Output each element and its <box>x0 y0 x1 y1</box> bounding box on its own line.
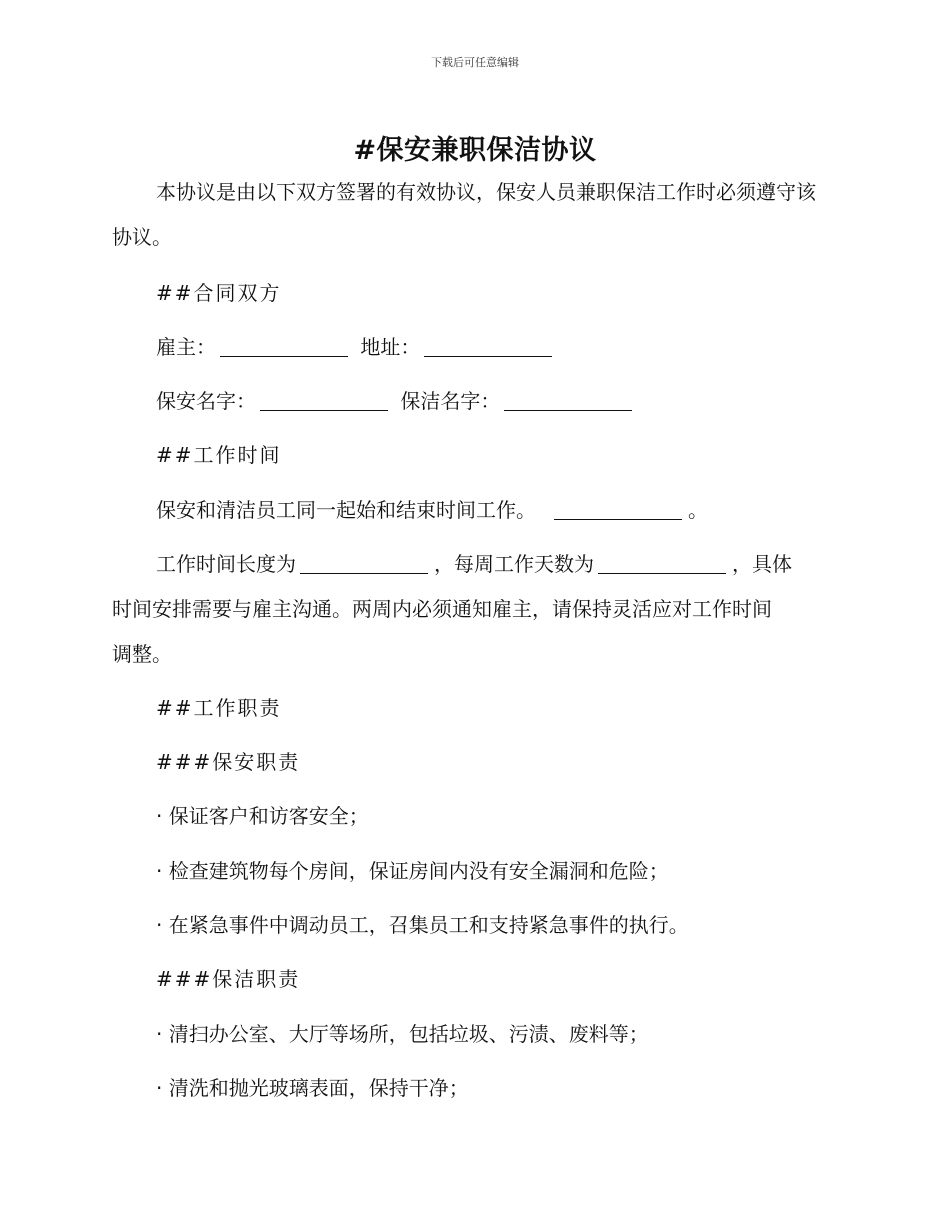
hours-line-4: 调整。 <box>112 642 172 666</box>
employer-address-line <box>156 332 558 362</box>
hours-line-1-blank <box>554 499 682 520</box>
hours-heading: ##工作时间 <box>156 443 282 467</box>
cleaner-duty-item: · 清洗和抛光玻璃表面，保持干净； <box>156 1076 469 1100</box>
hours-length-blank <box>300 553 428 574</box>
parties-heading: ##合同双方 <box>156 281 282 305</box>
cleaner-duty-item: · 清扫办公室、大厅等场所，包括垃圾、污渍、废料等； <box>156 1022 649 1046</box>
days-per-week-blank <box>598 553 726 574</box>
cleaner-name-blank <box>504 390 632 411</box>
guard-name-label: 保安名字： <box>156 389 256 413</box>
names-line <box>156 386 638 416</box>
hours-line-2 <box>156 549 792 579</box>
employer-blank <box>220 336 348 357</box>
cleaner-duties-heading: ###保洁职责 <box>156 967 301 991</box>
cleaner-name-label: 保洁名字： <box>400 389 501 413</box>
address-label: 地址： <box>360 335 421 359</box>
employer-label: 雇主： <box>156 335 216 359</box>
days-per-week-label: ，每周工作天数为 <box>434 552 594 576</box>
guard-duty-item: · 在紧急事件中调动员工，召集员工和支持紧急事件的执行。 <box>156 913 689 937</box>
hours-line-1-end: 。 <box>688 498 708 522</box>
guard-name-blank <box>260 390 388 411</box>
address-blank <box>424 336 552 357</box>
intro-paragraph: 本协议是由以下双方签署的有效协议，保安人员兼职保洁工作时必须遵守该协议。 <box>112 180 816 249</box>
document-title: #保安兼职保洁协议 <box>353 135 597 166</box>
hours-line-1 <box>156 495 708 525</box>
hours-line-1-text: 保安和清洁员工同一起始和结束时间工作。 <box>156 498 536 522</box>
page-header-note: 下载后可任意编辑 <box>431 56 519 69</box>
hours-line-3: 时间安排需要与雇主沟通。两周内必须通知雇主，请保持灵活应对工作时间 <box>112 597 772 621</box>
guard-duties-heading: ###保安职责 <box>156 750 301 774</box>
guard-duty-item: · 检查建筑物每个房间，保证房间内没有安全漏洞和危险； <box>156 859 669 883</box>
guard-duty-item: · 保证客户和访客安全； <box>156 804 369 828</box>
hours-length-label: 工作时间长度为 <box>156 552 296 576</box>
duties-heading: ##工作职责 <box>156 696 282 720</box>
hours-line-2-end: ，具体 <box>732 552 792 576</box>
